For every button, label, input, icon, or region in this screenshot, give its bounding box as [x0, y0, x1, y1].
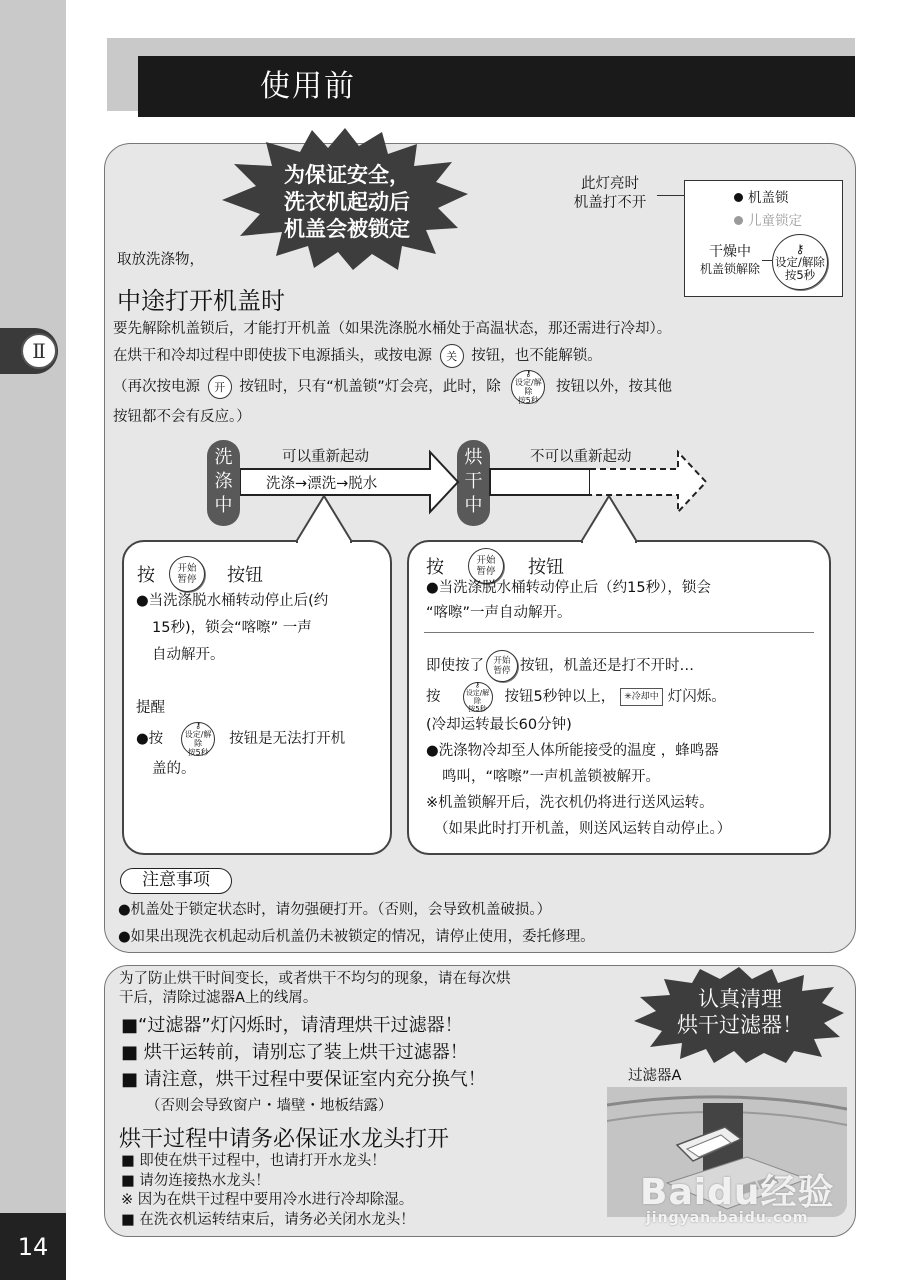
right-line-2a: 即使按了 — [426, 658, 484, 674]
right-line-3 — [426, 682, 822, 712]
inline-set-release-2: 按5秒 — [517, 396, 539, 405]
left-set-release-1: 设定/解除 — [184, 730, 212, 748]
faucet-item-2: ■ 请勿连接热水龙头！ — [121, 1172, 270, 1189]
faucet-item-1: ■ 即使在烘干过程中，也请打开水龙头！ — [121, 1153, 386, 1169]
lamp-note — [563, 175, 657, 213]
key-icon: ⚷ — [195, 721, 202, 730]
paragraph-line-2 — [113, 343, 823, 370]
unlock-connector — [762, 260, 772, 261]
filter-intro-line-2: 干后，清除过滤器A上的线屑。 — [119, 990, 318, 1006]
set-release-line-1: 设定/解除 — [775, 254, 825, 269]
unlock-paragraph — [113, 316, 823, 431]
washing-stage-label: 洗 涤 中 — [214, 447, 233, 516]
unlock-label: 机盖锁解除 — [699, 262, 760, 276]
left-bullet-2a: ●按 — [136, 730, 164, 747]
page-number: 14 — [0, 1213, 66, 1280]
right-line-2b: 按钮，机盖还是打不开时… — [520, 658, 694, 674]
right-bullet-1b: “喀嚓”一声自动解开。 — [426, 605, 572, 621]
right-start-label: 开始 — [476, 555, 496, 566]
blink-icon: ✳ — [624, 692, 632, 702]
safety-line-3: 机盖会被锁定 — [284, 217, 410, 241]
power-on-button[interactable]: 开 — [208, 375, 232, 399]
set-release-line-2: 按5秒 — [784, 267, 816, 282]
right-line-2 — [426, 650, 822, 682]
filter-rules — [121, 1012, 591, 1093]
start-pause-button-small[interactable] — [486, 650, 518, 682]
small-pause-label: 暂停 — [493, 666, 511, 676]
safety-line-2: 洗衣机起动后 — [284, 190, 410, 214]
safety-line-1: 为保证安全， — [284, 163, 410, 187]
right-line-6: ※机盖锁解开后，洗衣机仍将进行送风运转。 — [426, 795, 714, 811]
filter-rule-2: ■ 烘干运转前，请别忘了装上烘干过滤器！ — [121, 1042, 468, 1063]
set-release-button-inline[interactable] — [511, 370, 545, 404]
start-pause-button[interactable] — [169, 556, 205, 592]
notice-item-2: ●如果出现洗衣机起动后机盖仍未被锁定的情况，请停止使用，委托修理。 — [118, 929, 595, 945]
faucet-item-4: ■ 在洗衣机运转结束后，请务必关闭水龙头！ — [121, 1211, 415, 1228]
filter-burst-text — [666, 986, 814, 1038]
left-margin-band — [0, 0, 66, 1280]
can-restart-label: 可以重新起动 — [282, 449, 369, 465]
left-bullet-1c: 自动解开。 — [152, 647, 225, 663]
notice-label: 注意事项 — [120, 868, 232, 894]
paragraph-line-3b: 按钮时，只有“机盖锁”灯会亮，此时，除 — [239, 379, 501, 395]
process-label: 洗涤→漂洗→脱水 — [266, 476, 378, 492]
paragraph-line-2b: 按钮，也不能解锁。 — [471, 348, 602, 364]
paragraph-line-1: 要先解除机盖锁后，才能打开机盖（如果洗涤脱水桶处于高温状态，那还需进行冷却）。 — [113, 321, 672, 337]
intro-text: 取放洗涤物， — [117, 252, 204, 268]
left-button-word: 按钮 — [227, 565, 263, 586]
notice-item-1: ●机盖处于锁定状态时，请勿强硬打开。（否则，会导致机盖破损。） — [118, 902, 552, 918]
pause-label: 暂停 — [177, 574, 197, 585]
watermark-url: jingyan.baidu.com — [646, 1210, 809, 1226]
right-line-7: （如果此时打开机盖，则送风运转自动停止。） — [434, 821, 732, 837]
right-line-3c: 灯闪烁。 — [667, 689, 726, 705]
filter-burst-line-1: 认真清理 — [698, 987, 782, 1011]
left-callout-body — [136, 588, 386, 783]
key-icon: ⚷ — [474, 681, 481, 689]
child-lock-indicator — [734, 209, 802, 229]
right-line-3a: 按 — [426, 689, 441, 705]
drying-unlock-label — [697, 244, 763, 278]
right-press-word: 按 — [426, 557, 444, 578]
right-set-release-2: 按5秒 — [468, 705, 487, 713]
lamp-note-line-1: 此灯亮时 — [581, 176, 639, 192]
safety-burst-text — [280, 162, 414, 243]
left-callout-pointer — [296, 496, 352, 544]
lid-lock-indicator — [734, 186, 789, 206]
filter-rule-1: ■“过滤器”灯闪烁时，请清理烘干过滤器！ — [121, 1015, 463, 1036]
key-icon: ⚷ — [795, 241, 805, 256]
lid-lock-label: 机盖锁 — [748, 190, 789, 206]
filter-rule-3: ■ 请注意，烘干过程中要保证室内充分换气！ — [121, 1069, 486, 1090]
faucet-title: 烘干过程中请务必保证水龙头打开 — [119, 1127, 450, 1152]
notice-list — [118, 897, 848, 951]
left-bullet-2b: 按钮是无法打开机 — [229, 730, 346, 747]
drying-label: 干燥中 — [709, 244, 751, 260]
filter-burst-line-2: 烘干过滤器！ — [677, 1013, 803, 1037]
right-button-word: 按钮 — [528, 557, 564, 578]
left-bullet-2-row — [136, 722, 386, 756]
chapter-number: Ⅱ — [21, 333, 57, 369]
set-release-button[interactable] — [772, 234, 828, 290]
paragraph-line-3c: 按钮以外，按其他 — [555, 379, 672, 395]
right-line-5a: ●洗涤物冷却至人体所能接受的温度 ，蜂鸣器 — [426, 743, 719, 759]
lamp-note-line-2: 机盖打不开 — [573, 195, 647, 211]
start-label: 开始 — [177, 563, 197, 574]
filter-rule-3-note: （否则会导致窗户・墙壁・地板结露） — [146, 1098, 393, 1114]
paragraph-line-3 — [113, 370, 823, 404]
left-set-release-2: 按5秒 — [187, 748, 209, 757]
child-lock-label: 儿童锁定 — [748, 213, 802, 229]
left-reminder-label: 提醒 — [136, 700, 165, 716]
inline-set-release-1: 设定/解除 — [515, 378, 542, 396]
right-callout-body — [426, 650, 822, 842]
right-line-5b: 鸣叫，“喀嚓”一声机盖锁被解开。 — [442, 769, 661, 785]
right-callout-top — [426, 576, 816, 626]
right-callout-pointer — [581, 496, 637, 544]
drying-stage-label: 烘 干 中 — [464, 447, 483, 516]
right-set-release-1: 设定/解除 — [465, 689, 490, 705]
right-callout-divider — [424, 632, 814, 633]
paragraph-line-3a: （再次按电源 — [113, 379, 200, 395]
washing-stage-pill — [207, 440, 240, 526]
left-bullet-1b: 15秒)，锁会“喀嚓” 一声 — [152, 620, 312, 636]
filter-intro-line-1: 为了防止烘干时间变长，或者烘干不均匀的现象，请在每次烘 — [119, 971, 511, 987]
set-release-button-right[interactable] — [463, 682, 493, 712]
left-bullet-2c: 盖的。 — [152, 761, 196, 777]
filter-a-label: 过滤器A — [628, 1068, 682, 1084]
paragraph-line-2a: 在烘干和冷却过程中即使拔下电源插头，或按电源 — [113, 348, 432, 364]
right-bullet-1a: ●当洗涤脱水桶转动停止后（约15秒），锁会 — [426, 580, 711, 596]
right-line-4: (冷却运转最长60分钟) — [426, 717, 572, 733]
cannot-restart-label: 不可以重新起动 — [530, 449, 632, 465]
left-bullet-1a: ●当洗涤脱水桶转动停止后(约 — [136, 593, 329, 609]
section-title: 中途打开机盖时 — [117, 287, 285, 315]
child-lock-lamp-icon — [734, 216, 743, 225]
faucet-item-3: ※ 因为在烘干过程中要用冷水进行冷却除湿。 — [121, 1192, 414, 1208]
right-line-3b: 按钮5秒钟以上， — [504, 689, 616, 705]
key-icon: ⚷ — [525, 369, 532, 378]
page-title: 使用前 — [138, 56, 855, 117]
cooling-label: 冷却中 — [631, 692, 659, 702]
lid-lock-lamp-icon — [734, 193, 743, 202]
left-press-word: 按 — [137, 565, 155, 586]
set-release-button-left[interactable] — [181, 722, 215, 756]
left-press-row — [137, 556, 263, 592]
paragraph-line-4: 按钮都不会有反应。） — [113, 409, 251, 425]
watermark-brand: Baidu经验 — [640, 1172, 835, 1213]
right-pause-label: 暂停 — [476, 566, 496, 577]
cooling-indicator — [620, 688, 663, 706]
small-start-label: 开始 — [493, 656, 511, 666]
power-off-button[interactable]: 关 — [440, 344, 464, 368]
filter-intro — [119, 970, 619, 1008]
faucet-list — [121, 1152, 601, 1230]
